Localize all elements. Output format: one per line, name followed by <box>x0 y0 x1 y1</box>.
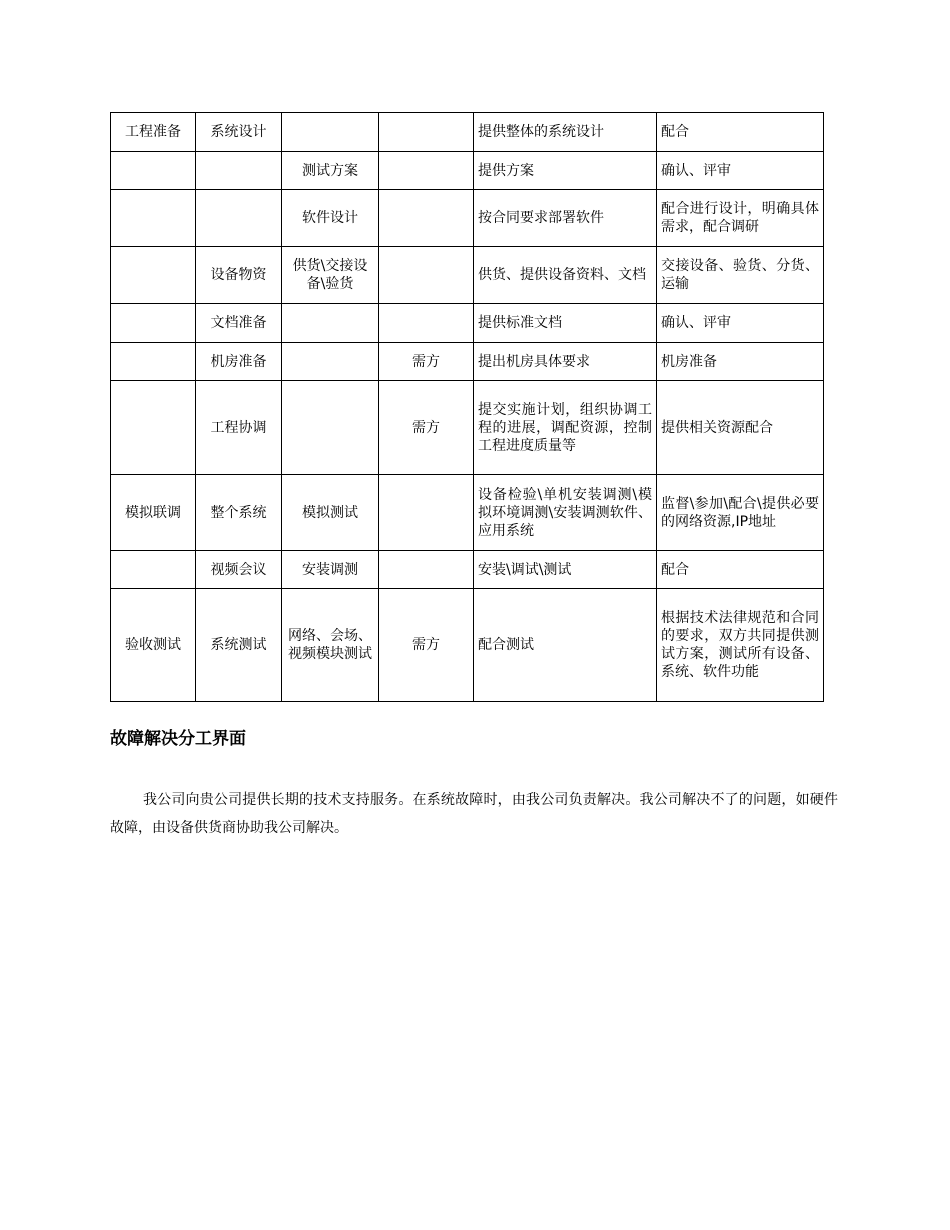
table-cell: 供货\交接设备\验货 <box>282 247 379 304</box>
table-cell: 配合进行设计，明确具体需求，配合调研 <box>657 190 824 247</box>
table-cell <box>196 152 282 190</box>
table-cell <box>379 152 474 190</box>
table-cell: 提供方案 <box>474 152 657 190</box>
table-cell: 设备检验\单机安装调测\模拟环境调测\安装调测软件、应用系统 <box>474 475 657 551</box>
table-cell: 测试方案 <box>282 152 379 190</box>
table-cell: 提交实施计划，组织协调工程的进展，调配资源，控制工程进度质量等 <box>474 381 657 475</box>
table-cell: 确认、评审 <box>657 152 824 190</box>
table-cell: 机房准备 <box>657 343 824 381</box>
table-row <box>111 589 824 702</box>
table-cell: 监督\参加\配合\提供必要的网络资源,IP地址 <box>657 475 824 551</box>
table-cell: 需方 <box>379 589 474 702</box>
table-cell <box>379 551 474 589</box>
table-cell: 按合同要求部署软件 <box>474 190 657 247</box>
table-cell: 系统测试 <box>196 589 282 702</box>
table-cell <box>111 551 196 589</box>
table-cell <box>196 190 282 247</box>
table-cell: 提供相关资源配合 <box>657 381 824 475</box>
table-cell: 视频会议 <box>196 551 282 589</box>
table-cell <box>282 113 379 152</box>
table-cell: 工程准备 <box>111 113 196 152</box>
section-heading: 故障解决分工界面 <box>110 729 246 749</box>
table-cell: 模拟联调 <box>111 475 196 551</box>
table-cell: 需方 <box>379 343 474 381</box>
table-cell: 安装调测 <box>282 551 379 589</box>
table-cell <box>379 304 474 343</box>
table-cell: 文档准备 <box>196 304 282 343</box>
table-row <box>111 247 824 304</box>
table-row <box>111 190 824 247</box>
table-row <box>111 152 824 190</box>
table-cell <box>379 247 474 304</box>
table-cell: 系统设计 <box>196 113 282 152</box>
table-cell: 安装\调试\测试 <box>474 551 657 589</box>
section-paragraph: 我公司向贵公司提供长期的技术支持服务。在系统故障时，由我公司负责解决。我公司解决不了的问题，如硬件故障，由设备供货商协助我公司解决。 <box>110 792 838 836</box>
table-cell: 确认、评审 <box>657 304 824 343</box>
table-cell <box>111 247 196 304</box>
table-cell: 整个系统 <box>196 475 282 551</box>
table-row <box>111 304 824 343</box>
table-row <box>111 381 824 475</box>
table-cell: 根据技术法律规范和合同的要求，双方共同提供测试方案，测试所有设备、系统、软件功能 <box>657 589 824 702</box>
table-cell: 提供标准文档 <box>474 304 657 343</box>
table-cell <box>111 304 196 343</box>
table-row <box>111 475 824 551</box>
table-cell: 验收测试 <box>111 589 196 702</box>
table-cell: 交接设备、验货、分货、运输 <box>657 247 824 304</box>
table-cell: 机房准备 <box>196 343 282 381</box>
table-cell <box>282 343 379 381</box>
table-cell: 提出机房具体要求 <box>474 343 657 381</box>
table-row <box>111 343 824 381</box>
table-cell: 配合测试 <box>474 589 657 702</box>
table-cell <box>282 304 379 343</box>
responsibility-table <box>110 112 824 702</box>
table-row <box>111 551 824 589</box>
table-cell: 需方 <box>379 381 474 475</box>
table-cell <box>379 190 474 247</box>
table-cell: 提供整体的系统设计 <box>474 113 657 152</box>
table-cell <box>111 381 196 475</box>
table-cell <box>111 343 196 381</box>
table-cell <box>282 381 379 475</box>
table-row <box>111 113 824 152</box>
table-cell: 配合 <box>657 551 824 589</box>
table-cell: 模拟测试 <box>282 475 379 551</box>
table-cell: 网络、会场、视频模块测试 <box>282 589 379 702</box>
table-cell <box>111 152 196 190</box>
table-cell: 设备物资 <box>196 247 282 304</box>
table-cell: 供货、提供设备资料、文档 <box>474 247 657 304</box>
table-cell <box>379 475 474 551</box>
table-cell: 软件设计 <box>282 190 379 247</box>
table-cell: 配合 <box>657 113 824 152</box>
table-cell: 工程协调 <box>196 381 282 475</box>
table-cell <box>111 190 196 247</box>
table-cell <box>379 113 474 152</box>
